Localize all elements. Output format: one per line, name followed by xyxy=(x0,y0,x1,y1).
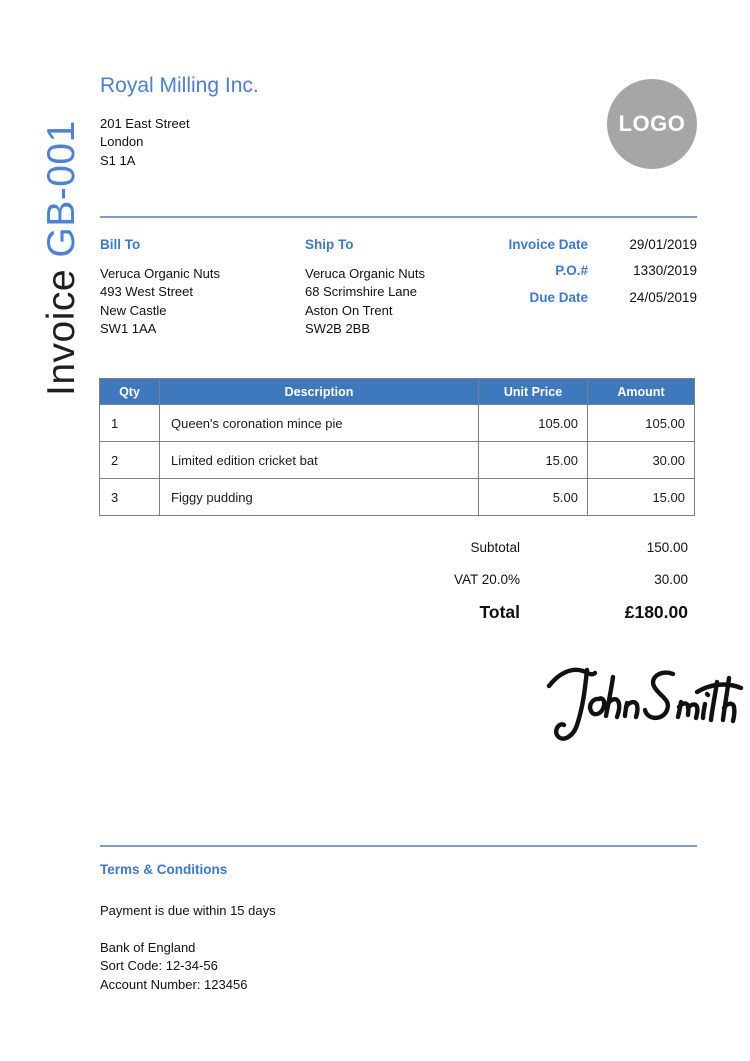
amount-cell: 105.00 xyxy=(588,405,695,442)
amount-cell: 15.00 xyxy=(588,479,695,516)
description-cell: Figgy pudding xyxy=(160,479,479,516)
due-date-label: Due Date xyxy=(529,290,588,305)
company-address-line: 201 East Street xyxy=(100,116,190,131)
ship-to-line: Aston On Trent xyxy=(305,302,393,318)
logo-text: LOGO xyxy=(618,111,686,136)
bank-details xyxy=(100,939,247,994)
company-name: Royal Milling Inc. xyxy=(100,74,259,97)
unit-price-cell: 15.00 xyxy=(479,442,588,479)
po-number-value: 1330/2019 xyxy=(633,263,697,278)
description-column-header: Description xyxy=(160,379,479,405)
bill-to-line: SW1 1AA xyxy=(100,320,157,336)
company-logo xyxy=(607,79,697,169)
qty-column-header: Qty xyxy=(100,379,160,405)
ship-to-line: SW2B 2BB xyxy=(305,320,371,336)
total-label: Total xyxy=(479,602,520,622)
table-row xyxy=(100,442,695,479)
unit-price-column-header: Unit Price xyxy=(479,379,588,405)
ship-to-label: Ship To xyxy=(305,237,354,252)
footer-divider-rule xyxy=(100,845,697,847)
bill-to-line: 493 West Street xyxy=(100,284,193,300)
qty-cell: 3 xyxy=(100,479,160,516)
invoice-date-label: Invoice Date xyxy=(508,237,588,252)
unit-price-cell: 105.00 xyxy=(479,405,588,442)
amount-column-header: Amount xyxy=(588,379,695,405)
bill-to-label: Bill To xyxy=(100,237,141,252)
description-cell: Limited edition cricket bat xyxy=(160,442,479,479)
company-address-line: S1 1A xyxy=(100,152,136,168)
company-address xyxy=(100,115,190,170)
description-cell: Queen's coronation mince pie xyxy=(160,405,479,442)
account-number-line: Account Number: 123456 xyxy=(100,976,248,992)
unit-price-cell: 5.00 xyxy=(479,479,588,516)
qty-cell: 2 xyxy=(100,442,160,479)
table-header-row xyxy=(100,379,695,405)
ship-to-line: 68 Scrimshire Lane xyxy=(305,284,417,300)
vat-value: 30.00 xyxy=(654,572,688,587)
amount-cell: 30.00 xyxy=(588,442,695,479)
line-items-table xyxy=(99,378,695,516)
subtotal-value: 150.00 xyxy=(646,540,688,555)
bill-to-line: Veruca Organic Nuts xyxy=(100,266,220,281)
ship-to-line: Veruca Organic Nuts xyxy=(305,266,425,281)
vertical-invoice-word: Invoice xyxy=(40,257,83,396)
po-number-label: P.O.# xyxy=(555,263,588,278)
company-address-line: London xyxy=(100,134,144,150)
table-row xyxy=(100,405,695,442)
bill-to-address xyxy=(100,265,220,338)
terms-heading: Terms & Conditions xyxy=(100,862,228,877)
vertical-invoice-number: GB-001 xyxy=(40,120,83,258)
header-divider-rule xyxy=(100,216,697,218)
sort-code-line: Sort Code: 12-34-56 xyxy=(100,958,218,974)
vat-label: VAT 20.0% xyxy=(453,572,520,587)
table-row xyxy=(100,479,695,516)
qty-cell: 1 xyxy=(100,405,160,442)
payment-terms-line: Payment is due within 15 days xyxy=(100,903,276,918)
invoice-date-value: 29/01/2019 xyxy=(629,237,697,252)
total-value: £180.00 xyxy=(624,602,688,622)
vertical-invoice-title xyxy=(40,114,86,396)
signature-john-smith xyxy=(535,648,745,748)
subtotal-label: Subtotal xyxy=(470,540,520,555)
due-date-value: 24/05/2019 xyxy=(629,290,697,305)
bank-name-line: Bank of England xyxy=(100,940,196,955)
bill-to-line: New Castle xyxy=(100,302,167,318)
